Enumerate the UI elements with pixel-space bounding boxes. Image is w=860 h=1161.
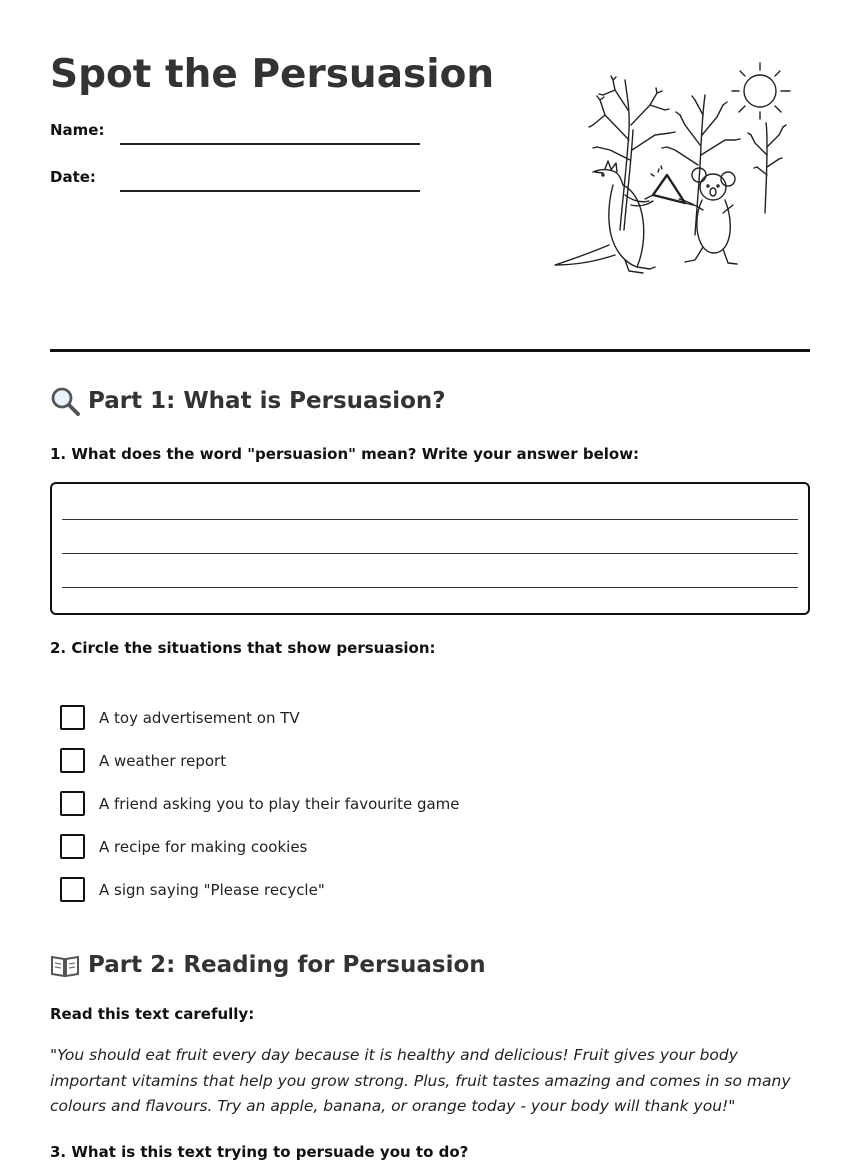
tree-icon [662,95,740,235]
answer-line [62,587,798,588]
option-label: A sign saying "Please recycle" [99,880,325,899]
checkbox[interactable] [60,834,85,859]
option-label: A recipe for making cookies [99,837,308,856]
open-book-icon [50,950,80,980]
page-title: Spot the Persuasion [50,52,495,97]
reading-instruction: Read this text carefully: [50,1005,255,1023]
name-input-line[interactable] [120,143,420,145]
option-item[interactable] [60,705,300,730]
option-label: A toy advertisement on TV [99,708,300,727]
checkbox[interactable] [60,877,85,902]
checkbox[interactable] [60,748,85,773]
part2-heading-text: Part 2: Reading for Persuasion [88,952,486,978]
triangle-icon [645,166,693,205]
kangaroo-koala-illustration [545,55,795,285]
option-label: A weather report [99,751,227,770]
question-1: 1. What does the word "persuasion" mean? Write your answer below: [50,445,640,463]
option-item[interactable] [60,748,226,773]
section-divider [50,349,810,352]
part1-heading [50,386,446,416]
part1-heading-text: Part 1: What is Persuasion? [88,388,446,414]
tree-icon [748,123,786,213]
question-3: 3. What is this text trying to persuade you to do? [50,1143,469,1161]
magnifying-glass-icon [50,386,80,416]
koala-icon [679,168,737,264]
option-label: A friend asking you to play their favourite game [99,794,460,813]
option-item[interactable] [60,834,307,859]
answer-box[interactable] [50,482,810,615]
sun-icon [732,63,790,119]
date-input-line[interactable] [120,190,420,192]
name-field [50,121,104,139]
tree-icon [589,76,675,230]
answer-line [62,553,798,554]
option-item[interactable] [60,877,325,902]
option-item[interactable] [60,791,460,816]
kangaroo-icon [555,161,655,273]
question-2: 2. Circle the situations that show persuasion: [50,639,436,657]
part2-heading [50,950,486,980]
answer-line [62,519,798,520]
checkbox[interactable] [60,791,85,816]
date-field [50,168,96,186]
name-label: Name: [50,121,105,139]
date-label: Date: [50,168,96,186]
persuasive-passage: "You should eat fruit every day because it is healthy and delicious! Fruit gives your body important vitamins that help you grow strong. Plus, fruit tastes amazing and comes in so many colours and flavours. Try an apple, banana, or orange today - your body will thank you!" [50,1046,791,1115]
checkbox[interactable] [60,705,85,730]
